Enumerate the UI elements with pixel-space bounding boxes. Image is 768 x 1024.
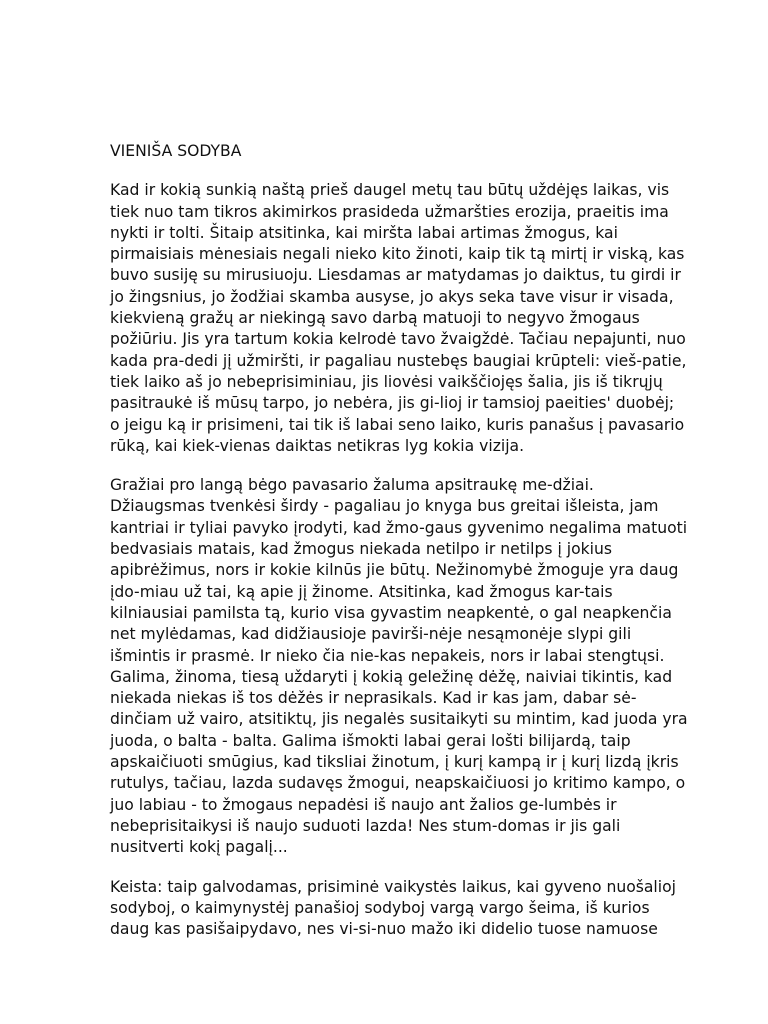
text-line: kantriai ir tyliai pavyko įrodyti, kad žmo-gaus gyvenimo negalima matuoti bbox=[110, 518, 688, 537]
text-line: daug kas pasišaipydavo, nes vi-si-nuo mažo iki didelio tuose namuose bbox=[110, 920, 658, 939]
text-line: nebeprisitaikysi iš naujo suduoti lazda! Nes stum-domas ir jis gali bbox=[110, 816, 621, 835]
text-line: bedvasiais matais, kad žmogus niekada netilpo ir netilps į jokius bbox=[110, 540, 612, 559]
text-line: net mylėdamas, kad didžiausioje pavirši-nėje nesąmonėje slypi gili bbox=[110, 625, 632, 644]
text-line: jo žingsnius, jo žodžiai skamba ausyse, jo akys seka tave visur ir visada, bbox=[110, 287, 674, 306]
text-line: pasitraukė iš mūsų tarpo, jo nebėra, jis gi-lioj ir tamsioj paeities' duobėj; bbox=[110, 394, 675, 413]
text-line: juoda, o balta - balta. Galima išmokti labai gerai lošti bilijardą, taip bbox=[110, 731, 631, 750]
text-line: nusitverti kokį pagalį... bbox=[110, 838, 288, 857]
text-line: kada pra-dedi jį užmiršti, ir pagaliau nustebęs baugiai krūpteli: vieš-patie, bbox=[110, 351, 687, 370]
text-line: sodyboj, o kaimynystėj panašioj sodyboj vargą vargo šeima, iš kurios bbox=[110, 898, 650, 917]
text-line: išmintis ir prasmė. Ir nieko čia nie-kas nepakeis, nors ir labai stengtųsi. bbox=[110, 646, 665, 665]
text-line: apskaičiuoti smūgius, kad tiksliai žinotum, į kurį kampą ir į kurį lizdą įkris bbox=[110, 753, 679, 772]
document-title: VIENIŠA SODYBA bbox=[110, 142, 242, 160]
paragraph-1 bbox=[110, 180, 735, 457]
text-line: apibrėžimus, nors ir kokie kilnūs jie būtų. Nežinomybė žmoguje yra daug bbox=[110, 561, 679, 580]
text-line: kiekvieną gražų ar niekingą savo darbą matuoji to negyvo žmogaus bbox=[110, 309, 640, 328]
paragraph-3 bbox=[110, 877, 735, 941]
text-line: Galima, žinoma, tiesą uždaryti į kokią geležinę dėžę, naiviai tikintis, kad bbox=[110, 667, 673, 686]
text-line: nykti ir tolti. Šitaip atsitinka, kai miršta labai artimas žmogus, kai bbox=[110, 223, 618, 242]
text-line: o jeigu ką ir prisimeni, tai tik iš labai seno laiko, kuris panašus į pavasario bbox=[110, 415, 685, 434]
text-line: niekada niekas iš tos dėžės ir neprasikals. Kad ir kas jam, dabar sė- bbox=[110, 689, 637, 708]
document-page bbox=[110, 141, 735, 958]
text-line: požiūriu. Jis yra tartum kokia kelrodė tavo žvaigždė. Tačiau nepajunti, nuo bbox=[110, 330, 686, 349]
text-line: dinčiam už vairo, atsitiktų, jis negalės susitaikyti su mintim, kad juoda yra bbox=[110, 710, 688, 729]
paragraph-2 bbox=[110, 475, 735, 858]
text-line: pirmaisiais mėnesiais negali nieko kito žinoti, kaip tik tą mirtį ir viską, kas bbox=[110, 245, 685, 264]
text-line: juo labiau - to žmogaus nepadėsi iš naujo ant žalios ge-lumbės ir bbox=[110, 795, 617, 814]
text-line: buvo susiję su mirusiuoju. Liesdamas ar matydamas jo daiktus, tu girdi ir bbox=[110, 266, 681, 285]
text-line: tiek laiko aš jo nebeprisiminiau, jis liovėsi vaikščiojęs šalia, jis iš tikrųjų bbox=[110, 372, 663, 391]
text-line: tiek nuo tam tikros akimirkos prasideda užmaršties erozija, praeitis ima bbox=[110, 202, 669, 221]
text-line: įdo-miau už tai, ką apie jį žinome. Atsitinka, kad žmogus kar-tais bbox=[110, 582, 613, 601]
text-line: Gražiai pro langą bėgo pavasario žaluma apsitraukę me-džiai. bbox=[110, 476, 594, 495]
text-line: Kad ir kokią sunkią naštą prieš daugel metų tau būtų uždėjęs laikas, vis bbox=[110, 181, 670, 200]
text-line: rūką, kai kiek-vienas daiktas netikras lyg kokia vizija. bbox=[110, 436, 525, 455]
text-line: kilniausiai pamilsta tą, kurio visa gyvastim neapkentė, o gal neapkenčia bbox=[110, 603, 672, 622]
text-line: rutulys, tačiau, lazda sudavęs žmogui, neapskaičiuosi jo kritimo kampo, o bbox=[110, 774, 686, 793]
text-line: Keista: taip galvodamas, prisiminė vaikystės laikus, kai gyveno nuošalioj bbox=[110, 877, 676, 896]
text-line: Džiaugsmas tvenkėsi širdy - pagaliau jo knyga bus greitai išleista, jam bbox=[110, 497, 659, 516]
